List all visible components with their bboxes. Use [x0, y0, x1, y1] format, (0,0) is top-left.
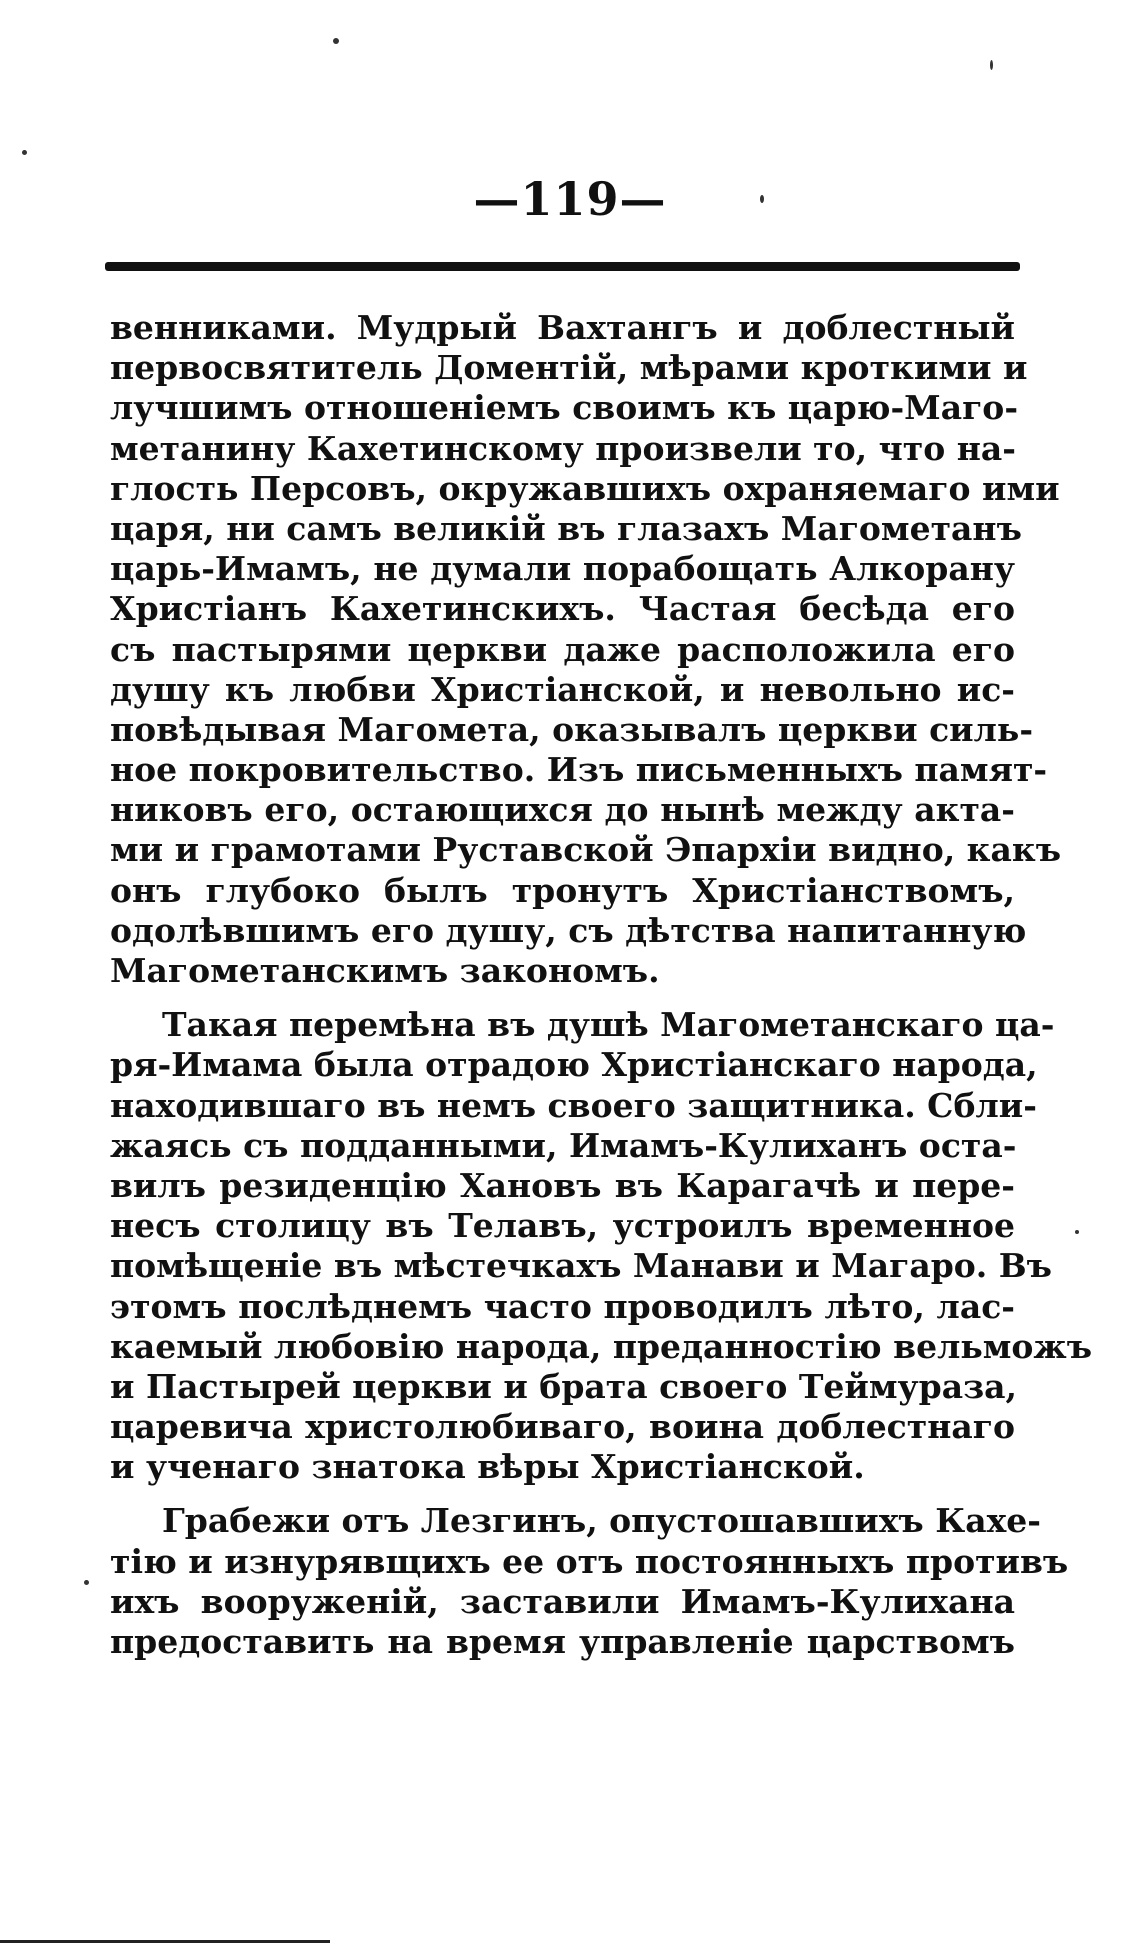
text-line: находившаго въ немъ своего защитника. Сбли-	[110, 1085, 1037, 1125]
text-line: метанину Кахетинскому произвели то, что на-	[110, 428, 1016, 468]
text-line: Грабежи отъ Лезгинъ, опустошавшихъ Кахе-	[162, 1501, 1041, 1541]
text-line: первосвятитель Доментій, мѣрами кроткими и	[110, 348, 1028, 388]
text-line: тію и изнурявщихъ ее отъ постоянныхъ противъ	[110, 1541, 1069, 1581]
paragraph	[110, 1005, 1093, 1487]
page-number: —119—	[473, 172, 667, 226]
text-line: венниками. Мудрый Вахтангъ и доблестный	[110, 308, 1015, 347]
text-line: царя, ни самъ великій въ глазахъ Магометанъ	[110, 508, 1022, 548]
text-line: душу къ любви Христіанской, и невольно ис-	[110, 669, 1015, 709]
header-rule	[105, 262, 1020, 271]
scan-speck	[760, 195, 764, 203]
scan-speck	[1075, 1230, 1079, 1234]
text-line: и ученаго знатока вѣры Христіанской.	[110, 1447, 865, 1487]
text-line: и Пастырей церкви и брата своего Теймураза,	[110, 1366, 1018, 1406]
text-line: ря-Имама была отрадою Христіанскаго народа,	[110, 1045, 1038, 1085]
text-line: предоставить на время управленіе царствомъ	[110, 1622, 1015, 1661]
paragraph	[110, 1501, 1069, 1662]
text-line: царь-Имамъ, не думали порабощать Алкорану	[110, 549, 1015, 589]
text-line: ихъ вооруженій, заставили Имамъ-Кулихана	[110, 1581, 1015, 1621]
scan-speck	[990, 60, 993, 70]
text-line: каемый любовію народа, преданностію вельможъ	[110, 1326, 1093, 1366]
text-line: ми и грамотами Руставской Эпархіи видно, какъ	[110, 830, 1062, 870]
paragraph-gap	[110, 991, 1015, 1005]
text-line: Такая перемѣна въ душѣ Магометанскаго ца-	[162, 1005, 1055, 1045]
bottom-rule	[0, 1940, 330, 1943]
text-block	[110, 308, 1093, 1662]
text-line: съ пастырями церкви даже расположила его	[110, 629, 1015, 669]
scan-speck	[84, 1580, 89, 1585]
text-line: глость Персовъ, окружавшихъ охраняемаго ими	[110, 468, 1060, 508]
text-line: Христіанъ Кахетинскихъ. Частая бесѣда его	[110, 589, 1015, 629]
paragraph-gap	[110, 1487, 1015, 1501]
text-line: повѣдывая Магомета, оказывалъ церкви силь-	[110, 709, 1034, 749]
text-line: онъ глубоко былъ тронутъ Христіанствомъ,	[110, 870, 1015, 910]
paragraph	[110, 308, 1062, 991]
text-line: жаясь съ подданными, Имамъ-Кулиханъ оста-	[110, 1125, 1017, 1165]
text-line: никовъ его, остающихся до нынѣ между акта-	[110, 790, 1015, 830]
scan-speck	[22, 150, 27, 155]
text-line: ное покровительство. Изъ письменныхъ памят-	[110, 750, 1048, 790]
text-line: одолѣвшимъ его душу, съ дѣтства напитанную	[110, 910, 1027, 950]
text-line: царевича христолюбиваго, воина доблестнаго	[110, 1407, 1015, 1447]
text-line: вилъ резиденцію Хановъ въ Карагачѣ и пере-	[110, 1165, 1015, 1205]
text-line: лучшимъ отношеніемъ своимъ къ царю-Маго-	[110, 388, 1019, 428]
text-line: несъ столицу въ Телавъ, устроилъ временное	[110, 1206, 1015, 1246]
scan-speck	[333, 38, 339, 44]
text-line: помѣщеніе въ мѣстечкахъ Манави и Магаро. Въ	[110, 1246, 1052, 1286]
text-line: этомъ послѣднемъ часто проводилъ лѣто, лас-	[110, 1286, 1015, 1326]
text-line: Магометанскимъ закономъ.	[110, 951, 660, 990]
